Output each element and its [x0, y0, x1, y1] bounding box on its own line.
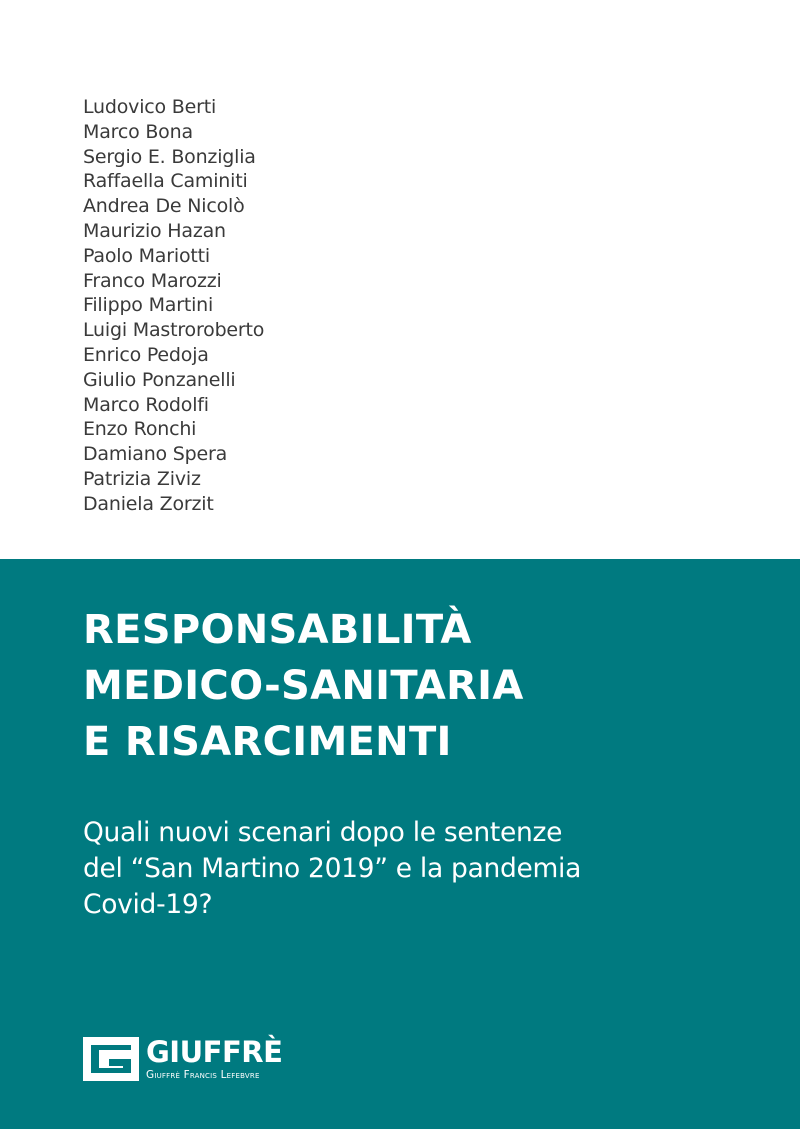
author-name: Enzo Ronchi — [83, 418, 197, 441]
publisher-logo — [83, 1037, 282, 1081]
author-name: Giulio Ponzanelli — [83, 368, 236, 391]
author-name: Marco Bona — [83, 120, 193, 143]
author-name: Luigi Mastroroberto — [83, 319, 265, 342]
book-title-line: RESPONSABILITÀ — [83, 607, 472, 653]
book-subtitle — [83, 815, 773, 923]
author-name: Patrizia Ziviz — [83, 467, 201, 490]
publisher-subname: Giuffrè Francis Lefebvre — [146, 1069, 260, 1081]
author-name: Maurizio Hazan — [83, 219, 226, 242]
book-subtitle-line: Quali nuovi scenari dopo le sentenze — [83, 817, 563, 848]
author-name: Ludovico Berti — [83, 96, 217, 118]
author-name: Enrico Pedoja — [83, 343, 209, 366]
book-title-line: E RISARCIMENTI — [83, 719, 452, 765]
author-name: Andrea De Nicolò — [83, 195, 245, 218]
author-list — [83, 95, 264, 517]
author-name: Damiano Spera — [83, 443, 228, 466]
authors-section — [0, 0, 800, 559]
author-name: Filippo Martini — [83, 294, 214, 317]
author-name: Marco Rodolfi — [83, 393, 209, 416]
book-title-line: MEDICO-SANITARIA — [83, 663, 524, 709]
author-name: Sergio E. Bonziglia — [83, 145, 256, 168]
author-name: Daniela Zorzit — [83, 492, 214, 515]
publisher-name: GIUFFRÈ — [146, 1035, 283, 1069]
title-panel — [0, 559, 800, 1129]
book-subtitle-line: del “San Martino 2019” e la pandemia — [83, 853, 582, 884]
book-subtitle-line: Covid-19? — [83, 889, 213, 920]
author-name: Franco Marozzi — [83, 269, 222, 292]
book-title — [83, 602, 773, 770]
author-name: Raffaella Caminiti — [83, 170, 248, 193]
author-name: Paolo Mariotti — [83, 244, 210, 267]
publisher-text — [146, 1037, 282, 1082]
giuffre-logo-icon — [83, 1037, 139, 1081]
